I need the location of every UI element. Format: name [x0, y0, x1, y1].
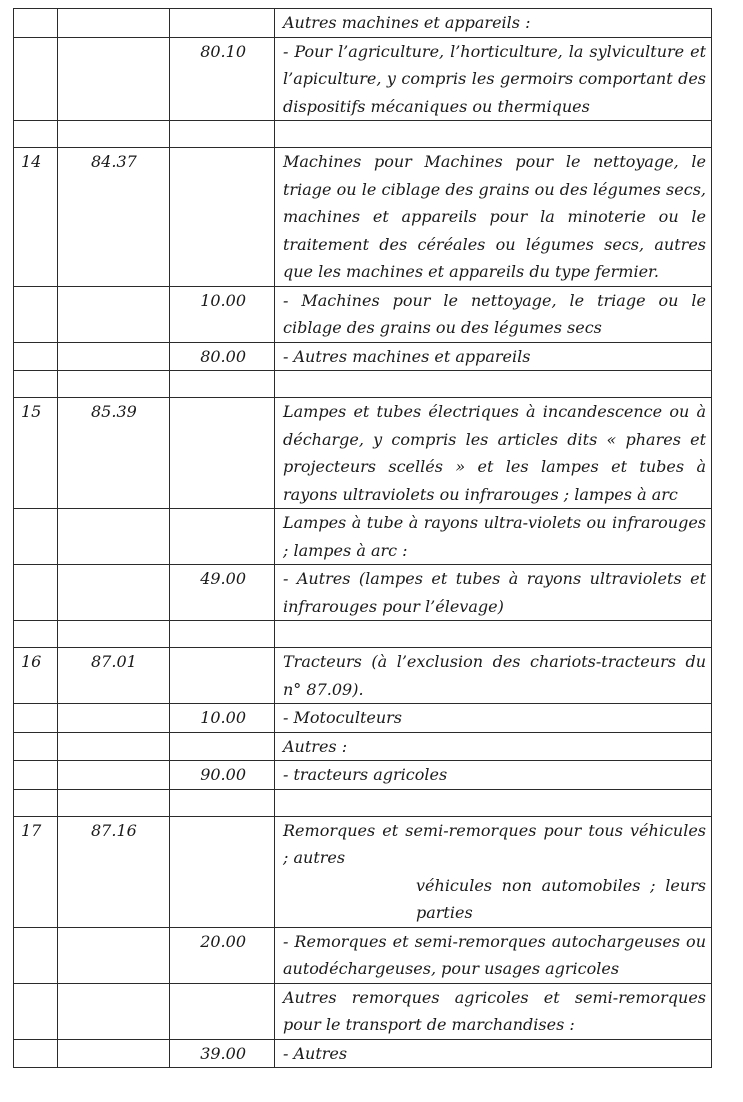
item-number-cell: [14, 927, 58, 983]
empty-cell: [14, 121, 58, 148]
subheading-code-cell: [170, 398, 275, 509]
empty-cell: [58, 621, 170, 648]
table-row: [14, 1039, 712, 1068]
table-row: [14, 565, 712, 621]
table-row: [14, 648, 712, 704]
empty-cell: [275, 789, 712, 816]
empty-cell: [275, 371, 712, 398]
item-number-cell: [14, 509, 58, 565]
subheading-code-cell: 10.00: [170, 704, 275, 733]
heading-code-cell: [58, 9, 170, 38]
item-number-cell: [14, 1039, 58, 1068]
empty-cell: [58, 121, 170, 148]
empty-cell: [170, 621, 275, 648]
empty-cell: [275, 621, 712, 648]
spacer-row: [14, 121, 712, 148]
table-row: [14, 816, 712, 927]
description-cell: - Remorques et semi-remorques autochargeuses ou autodéchargeuses, pour usages agricoles: [275, 927, 712, 983]
table-row: [14, 398, 712, 509]
description-continuation: véhicules non automobiles ; leurs parties: [416, 875, 706, 922]
heading-code-cell: [58, 1039, 170, 1068]
description-cell: - Autres (lampes et tubes à rayons ultraviolets et infrarouges pour l’élevage): [275, 565, 712, 621]
tariff-table: [13, 8, 712, 1068]
empty-cell: [275, 121, 712, 148]
description-cell: - Autres machines et appareils: [275, 342, 712, 371]
empty-cell: [14, 371, 58, 398]
item-number-cell: 16: [14, 648, 58, 704]
item-number-cell: [14, 286, 58, 342]
item-number-cell: [14, 37, 58, 121]
item-number-cell: 14: [14, 148, 58, 287]
tariff-table-body: [14, 9, 712, 1068]
description-cell: - Pour l’agriculture, l’horticulture, la sylviculture et l’apiculture, y compris les germoirs comportant des dispositifs mécaniques ou thermiques: [275, 37, 712, 121]
subheading-code-cell: 80.10: [170, 37, 275, 121]
empty-cell: [170, 789, 275, 816]
description-cell: Remorques et semi-remorques pour tous véhicules ; autres véhicules non automobiles ; leurs parties: [275, 816, 712, 927]
subheading-code-cell: [170, 509, 275, 565]
heading-code-cell: 87.16: [58, 816, 170, 927]
subheading-code-cell: 20.00: [170, 927, 275, 983]
item-number-cell: 15: [14, 398, 58, 509]
description-cell: - Motoculteurs: [275, 704, 712, 733]
description-cell: Machines pour Machines pour le nettoyage, le triage ou le ciblage des grains ou des légumes secs, machines et appareils pour la minoterie ou le traitement des céréales ou légumes secs, autres que les machines et appareils du type fermier.: [275, 148, 712, 287]
heading-code-cell: [58, 732, 170, 761]
heading-code-cell: [58, 342, 170, 371]
item-number-cell: [14, 704, 58, 733]
subheading-code-cell: 39.00: [170, 1039, 275, 1068]
subheading-code-cell: 10.00: [170, 286, 275, 342]
subheading-code-cell: [170, 732, 275, 761]
empty-cell: [58, 789, 170, 816]
item-number-cell: [14, 732, 58, 761]
heading-code-cell: [58, 286, 170, 342]
heading-code-cell: [58, 983, 170, 1039]
description-cell: Autres :: [275, 732, 712, 761]
table-row: [14, 509, 712, 565]
empty-cell: [14, 621, 58, 648]
item-number-cell: [14, 983, 58, 1039]
description-cell: - Machines pour le nettoyage, le triage ou le ciblage des grains ou des légumes secs: [275, 286, 712, 342]
description-cell: - tracteurs agricoles: [275, 761, 712, 790]
empty-cell: [170, 121, 275, 148]
heading-code-cell: 87.01: [58, 648, 170, 704]
table-row: [14, 704, 712, 733]
heading-code-cell: 85.39: [58, 398, 170, 509]
description-cell: Lampes à tube à rayons ultra-violets ou infrarouges ; lampes à arc :: [275, 509, 712, 565]
heading-code-cell: [58, 565, 170, 621]
subheading-code-cell: [170, 648, 275, 704]
heading-code-cell: [58, 37, 170, 121]
description-cell: Autres remorques agricoles et semi-remorques pour le transport de marchandises :: [275, 983, 712, 1039]
description-cell: Tracteurs (à l’exclusion des chariots-tracteurs du n° 87.09).: [275, 648, 712, 704]
spacer-row: [14, 371, 712, 398]
subheading-code-cell: [170, 816, 275, 927]
table-row: [14, 148, 712, 287]
spacer-row: [14, 789, 712, 816]
table-row: [14, 732, 712, 761]
subheading-code-cell: [170, 9, 275, 38]
subheading-code-cell: [170, 148, 275, 287]
table-row: [14, 342, 712, 371]
item-number-cell: 17: [14, 816, 58, 927]
empty-cell: [170, 371, 275, 398]
item-number-cell: [14, 9, 58, 38]
spacer-row: [14, 621, 712, 648]
table-row: [14, 761, 712, 790]
heading-code-cell: [58, 704, 170, 733]
heading-code-cell: [58, 761, 170, 790]
empty-cell: [14, 789, 58, 816]
heading-code-cell: 84.37: [58, 148, 170, 287]
table-row: [14, 927, 712, 983]
subheading-code-cell: 90.00: [170, 761, 275, 790]
empty-cell: [58, 371, 170, 398]
item-number-cell: [14, 565, 58, 621]
table-row: [14, 286, 712, 342]
subheading-code-cell: [170, 983, 275, 1039]
description-cell: - Autres: [275, 1039, 712, 1068]
subheading-code-cell: 80.00: [170, 342, 275, 371]
heading-code-cell: [58, 509, 170, 565]
table-row: [14, 9, 712, 38]
subheading-code-cell: 49.00: [170, 565, 275, 621]
table-row: [14, 983, 712, 1039]
table-row: [14, 37, 712, 121]
description-cell: Lampes et tubes électriques à incandescence ou à décharge, y compris les articles dits « phares et projecteurs scellés » et les lampes et tubes à rayons ultraviolets ou infrarouges ; lampes à arc: [275, 398, 712, 509]
item-number-cell: [14, 342, 58, 371]
description-cell: Autres machines et appareils :: [275, 9, 712, 38]
heading-code-cell: [58, 927, 170, 983]
item-number-cell: [14, 761, 58, 790]
